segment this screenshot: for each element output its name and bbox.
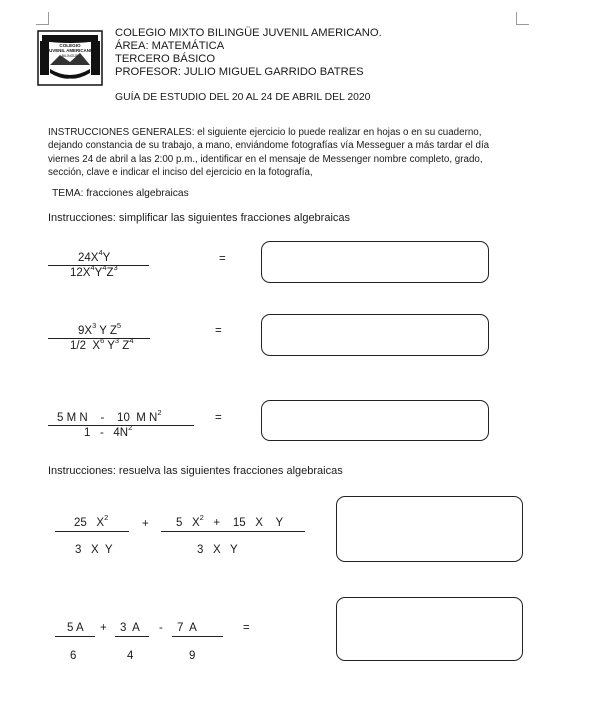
s2-ex2-term1-denominator: 6 xyxy=(70,650,77,662)
page-corner-mark-left xyxy=(36,12,49,25)
s2-ex2-term1-numerator: 5 A xyxy=(67,622,84,634)
s2-ex1-term1-numerator xyxy=(74,513,109,529)
s2-ex2-term2-denominator: 4 xyxy=(127,650,134,662)
s1-ex1-den-b-exp: 4 xyxy=(102,263,107,273)
s1-ex2-num-rest: Y Z xyxy=(96,325,117,337)
s1-ex2-den-a-exp: 6 xyxy=(100,336,105,346)
s2-ex2-term2-numerator: 3 A xyxy=(120,622,140,634)
school-logo xyxy=(36,29,104,87)
s1-ex1-num-exp: 4 xyxy=(98,248,103,258)
s2-ex2-plus-operator: + xyxy=(100,622,107,634)
general-instructions: INSTRUCCIONES GENERALES: el siguiente ejercicio lo puede realizar en hojas o en su cuaderno, dejando constancia de su trabajo, a mano, enviándome fotografías vía Messeguer a más tardar el día viernes 24 de abril a las 2:00 p.m., identificar en el mensaje de Messenger nombre completo, grado, sección, clave e indicar el inciso del ejercicio en la fotografía, xyxy=(48,127,490,179)
logo-text-city: CHIMALTENANGO xyxy=(55,78,85,82)
s2-ex1-t2-num-rest: + 15 X Y xyxy=(203,517,284,529)
s1-ex2-num-rest-exp: 5 xyxy=(116,321,122,331)
s2-ex2-answer-box[interactable] xyxy=(336,597,523,661)
header-teacher: PROFESOR: JULIO MIGUEL GARRIDO BATRES xyxy=(115,66,364,78)
s1-ex3-num-exp: 2 xyxy=(157,408,162,418)
logo-text-bilingue: BILINGÜE xyxy=(61,54,79,58)
s1-ex1-denominator xyxy=(70,263,118,279)
s1-ex2-equals: = xyxy=(215,325,222,337)
s1-ex3-den-exp: 2 xyxy=(128,423,133,433)
s2-ex2-term2-fraction-bar xyxy=(115,636,149,637)
s1-ex1-fraction-bar xyxy=(48,265,149,266)
s2-ex1-term2-denominator: 3 X Y xyxy=(197,544,238,556)
s1-ex2-answer-box[interactable] xyxy=(261,314,489,356)
s1-ex1-den-a: 12X xyxy=(70,267,91,279)
s1-ex1-equals: = xyxy=(219,253,226,265)
s2-ex2-equals: = xyxy=(243,622,250,634)
s1-ex1-den-c-exp: 3 xyxy=(113,263,118,273)
s2-ex1-term2-fraction-bar xyxy=(161,531,305,532)
s2-ex2-term3-fraction-bar xyxy=(172,636,223,637)
topic-title: TEMA: fracciones algebraicas xyxy=(52,188,189,199)
s2-ex1-term2-numerator xyxy=(176,513,284,529)
s2-ex2-term1-fraction-bar xyxy=(55,636,95,637)
s1-ex3-numerator xyxy=(57,408,162,424)
s1-ex3-num-base: 5 M N - 10 M N xyxy=(57,412,158,424)
logo-text-colegio: COLEGIO xyxy=(59,43,81,48)
s2-ex2-term3-numerator: 7 A xyxy=(177,622,197,634)
s2-ex1-t2-num-exp: 2 xyxy=(199,513,204,523)
s2-ex2-term3-denominator: 9 xyxy=(189,650,196,662)
s2-ex1-t1-num-exp: 2 xyxy=(104,513,109,523)
s2-ex1-plus-operator: + xyxy=(142,518,149,530)
header-school: COLEGIO MIXTO BILINGÜE JUVENIL AMERICANO. xyxy=(115,27,382,39)
s1-ex2-fraction-bar xyxy=(48,338,150,339)
s1-ex3-answer-box[interactable] xyxy=(261,400,489,441)
s1-ex2-den-c-exp: 4 xyxy=(129,336,134,346)
s1-ex1-num-rest: Y xyxy=(102,252,111,264)
s1-ex1-num-base: 24X xyxy=(78,252,99,264)
s1-ex1-den-c: Z xyxy=(106,267,114,279)
header-grade: TERCERO BÁSICO xyxy=(115,53,216,65)
s1-ex2-den-c: Z xyxy=(119,340,130,352)
s1-ex3-denominator xyxy=(84,423,133,439)
header-area: ÁREA: MATEMÁTICA xyxy=(115,40,225,52)
s2-ex1-answer-box[interactable] xyxy=(336,496,523,562)
section2-instruction: Instrucciones: resuelva las siguientes fracciones algebraicas xyxy=(48,465,343,477)
s1-ex1-den-b: Y xyxy=(94,267,103,279)
s1-ex2-denominator xyxy=(70,336,134,352)
page-corner-mark-right xyxy=(516,12,529,25)
s2-ex2-minus-operator: - xyxy=(159,622,163,634)
s1-ex1-den-a-exp: 4 xyxy=(90,263,95,273)
s1-ex1-answer-box[interactable] xyxy=(261,241,489,283)
s2-ex1-term1-fraction-bar xyxy=(55,531,129,532)
s1-ex2-den-b: Y xyxy=(104,340,115,352)
s2-ex1-t1-num-base: 25 X xyxy=(74,517,105,529)
s1-ex3-equals: = xyxy=(215,412,222,424)
s1-ex2-den-a: 1/2 X xyxy=(70,340,101,352)
s2-ex1-term1-denominator: 3 X Y xyxy=(75,544,113,556)
s1-ex2-den-b-exp: 3 xyxy=(114,336,120,346)
s1-ex2-num-base: 9X xyxy=(78,325,93,337)
s1-ex3-fraction-bar xyxy=(48,425,194,426)
s1-ex2-num-exp: 3 xyxy=(92,321,97,331)
header-guide: GUÍA DE ESTUDIO DEL 20 AL 24 DE ABRIL DEL 2020 xyxy=(115,92,371,103)
s1-ex3-den-base: 1 - 4N xyxy=(84,427,129,439)
section1-instruction: Instrucciones: simplificar las siguientes fracciones algebraicas xyxy=(48,212,351,224)
logo-text-juvenil: JUVENIL AMERICANO xyxy=(46,48,94,53)
s2-ex1-t2-num-base: 5 X xyxy=(176,517,200,529)
